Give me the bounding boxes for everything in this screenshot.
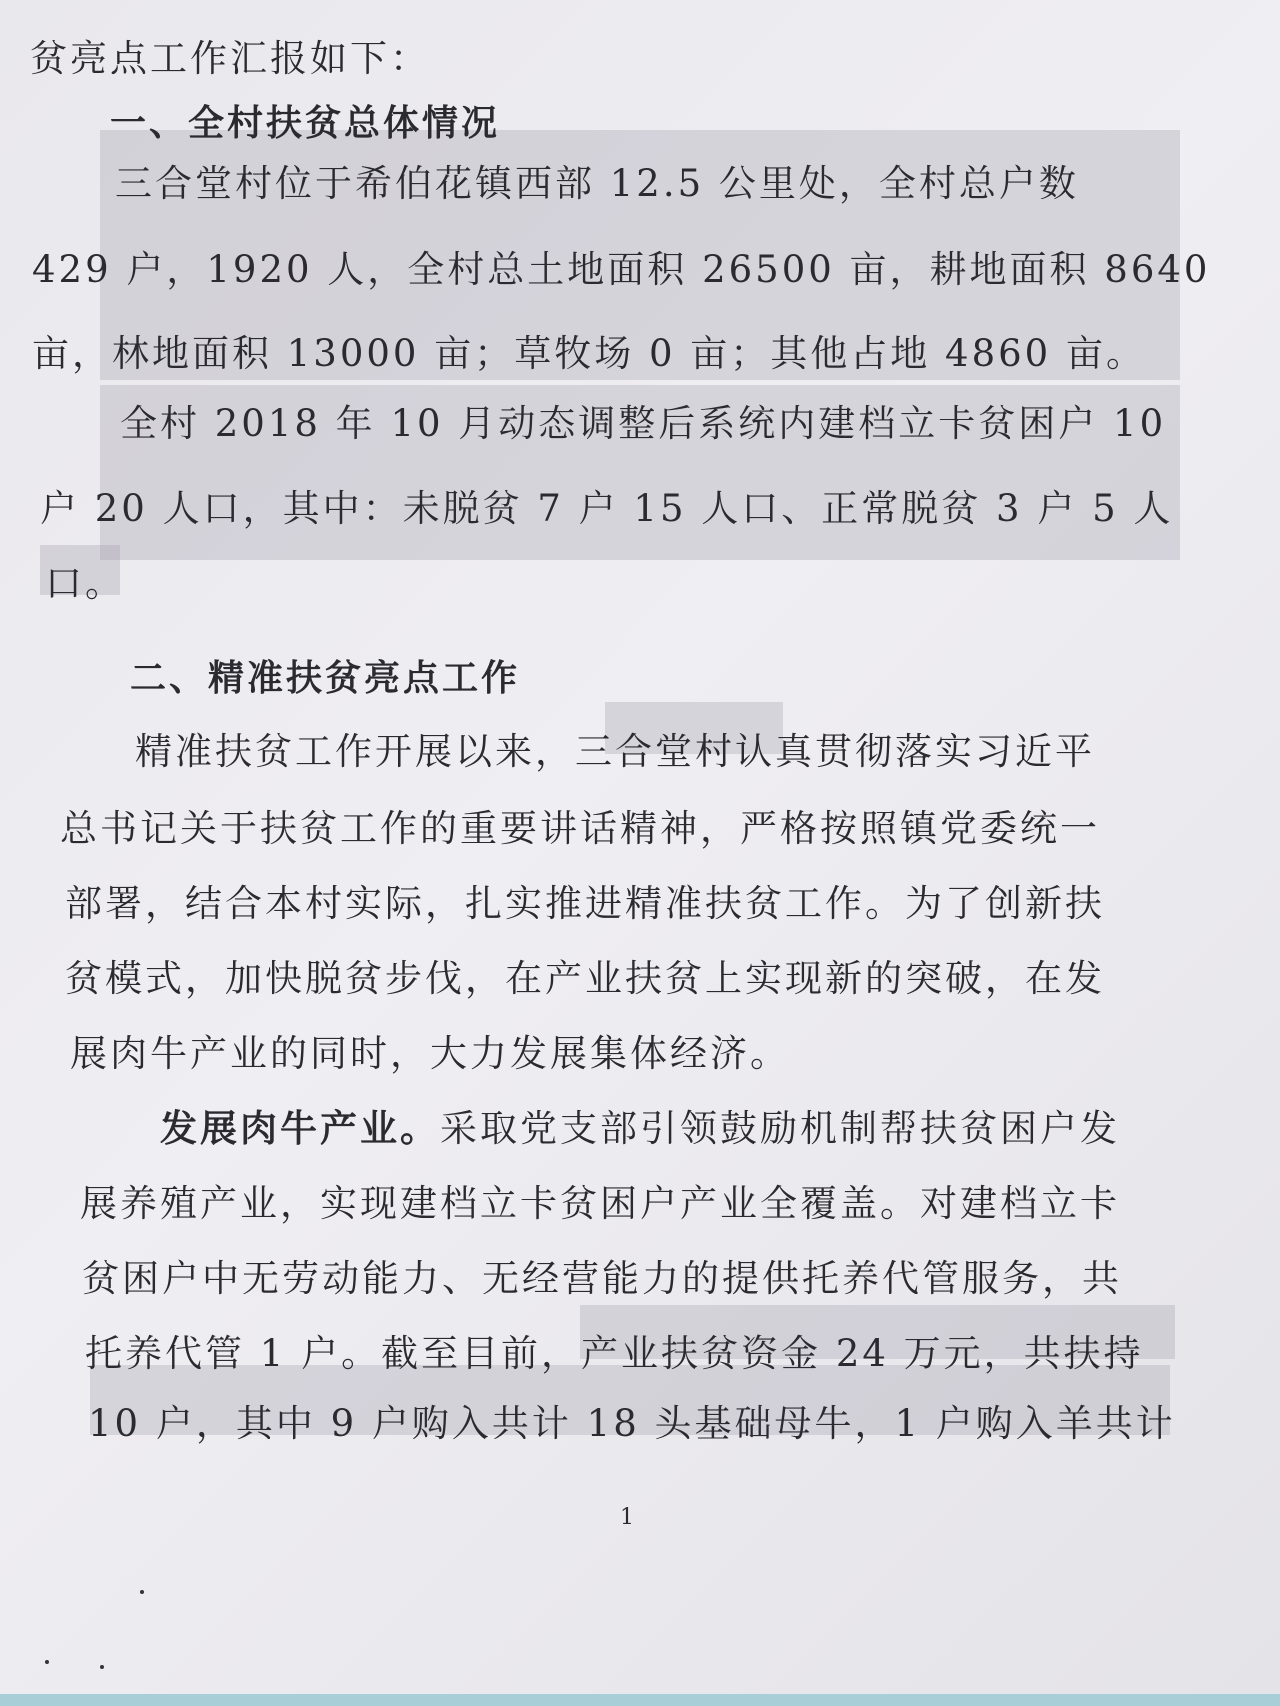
text-line: 托养代管 1 户。截至目前，产业扶贫资金 24 万元，共扶持 [85,1332,1144,1375]
text-line: 10 户，其中 9 户购入共计 18 头基础母牛，1 户购入羊共计 [88,1402,1176,1445]
text-line-rest: 采取党支部引领鼓励机制帮扶贫困户发 [440,1107,1120,1150]
text-line: 贫亮点工作汇报如下： [30,37,430,80]
text-line: 全村 2018 年 10 月动态调整后系统内建档立卡贫困户 10 [120,402,1167,445]
text-line: 亩，林地面积 13000 亩；草牧场 0 亩；其他占地 4860 亩。 [32,332,1146,375]
text-line: 户 20 人口，其中：未脱贫 7 户 15 人口、正常脱贫 3 户 5 人 [40,487,1174,530]
text-line: 展养殖产业，实现建档立卡贫困户产业全覆盖。对建档立卡 [80,1182,1120,1225]
text-line: 429 户，1920 人，全村总土地面积 26500 亩，耕地面积 8640 [32,248,1211,291]
page-number: 1 [620,1505,634,1530]
text-line: 贫困户中无劳动能力、无经营能力的提供托养代管服务，共 [82,1257,1122,1300]
text-line: 贫模式，加快脱贫步伐，在产业扶贫上实现新的突破，在发 [65,957,1105,1000]
speck [45,1660,49,1664]
text-line [160,1105,1120,1153]
speck [140,1590,144,1594]
background-edge [0,1694,1280,1706]
text-line: 精准扶贫工作开展以来，三合堂村认真贯彻落实习近平 [135,730,1095,773]
section-heading-2: 二、精准扶贫亮点工作 [130,658,521,699]
text-line: 三合堂村位于希伯花镇西部 12.5 公里处，全村总户数 [115,162,1079,205]
speck [100,1665,104,1669]
bold-lead: 发展肉牛产业。 [160,1107,440,1150]
text-line: 口。 [45,562,125,605]
section-heading-1: 一、全村扶贫总体情况 [110,103,501,144]
text-line: 部署，结合本村实际，扎实推进精准扶贫工作。为了创新扶 [65,882,1105,925]
text-line: 总书记关于扶贫工作的重要讲话精神，严格按照镇党委统一 [60,807,1100,850]
text-line: 展肉牛产业的同时，大力发展集体经济。 [70,1032,790,1075]
